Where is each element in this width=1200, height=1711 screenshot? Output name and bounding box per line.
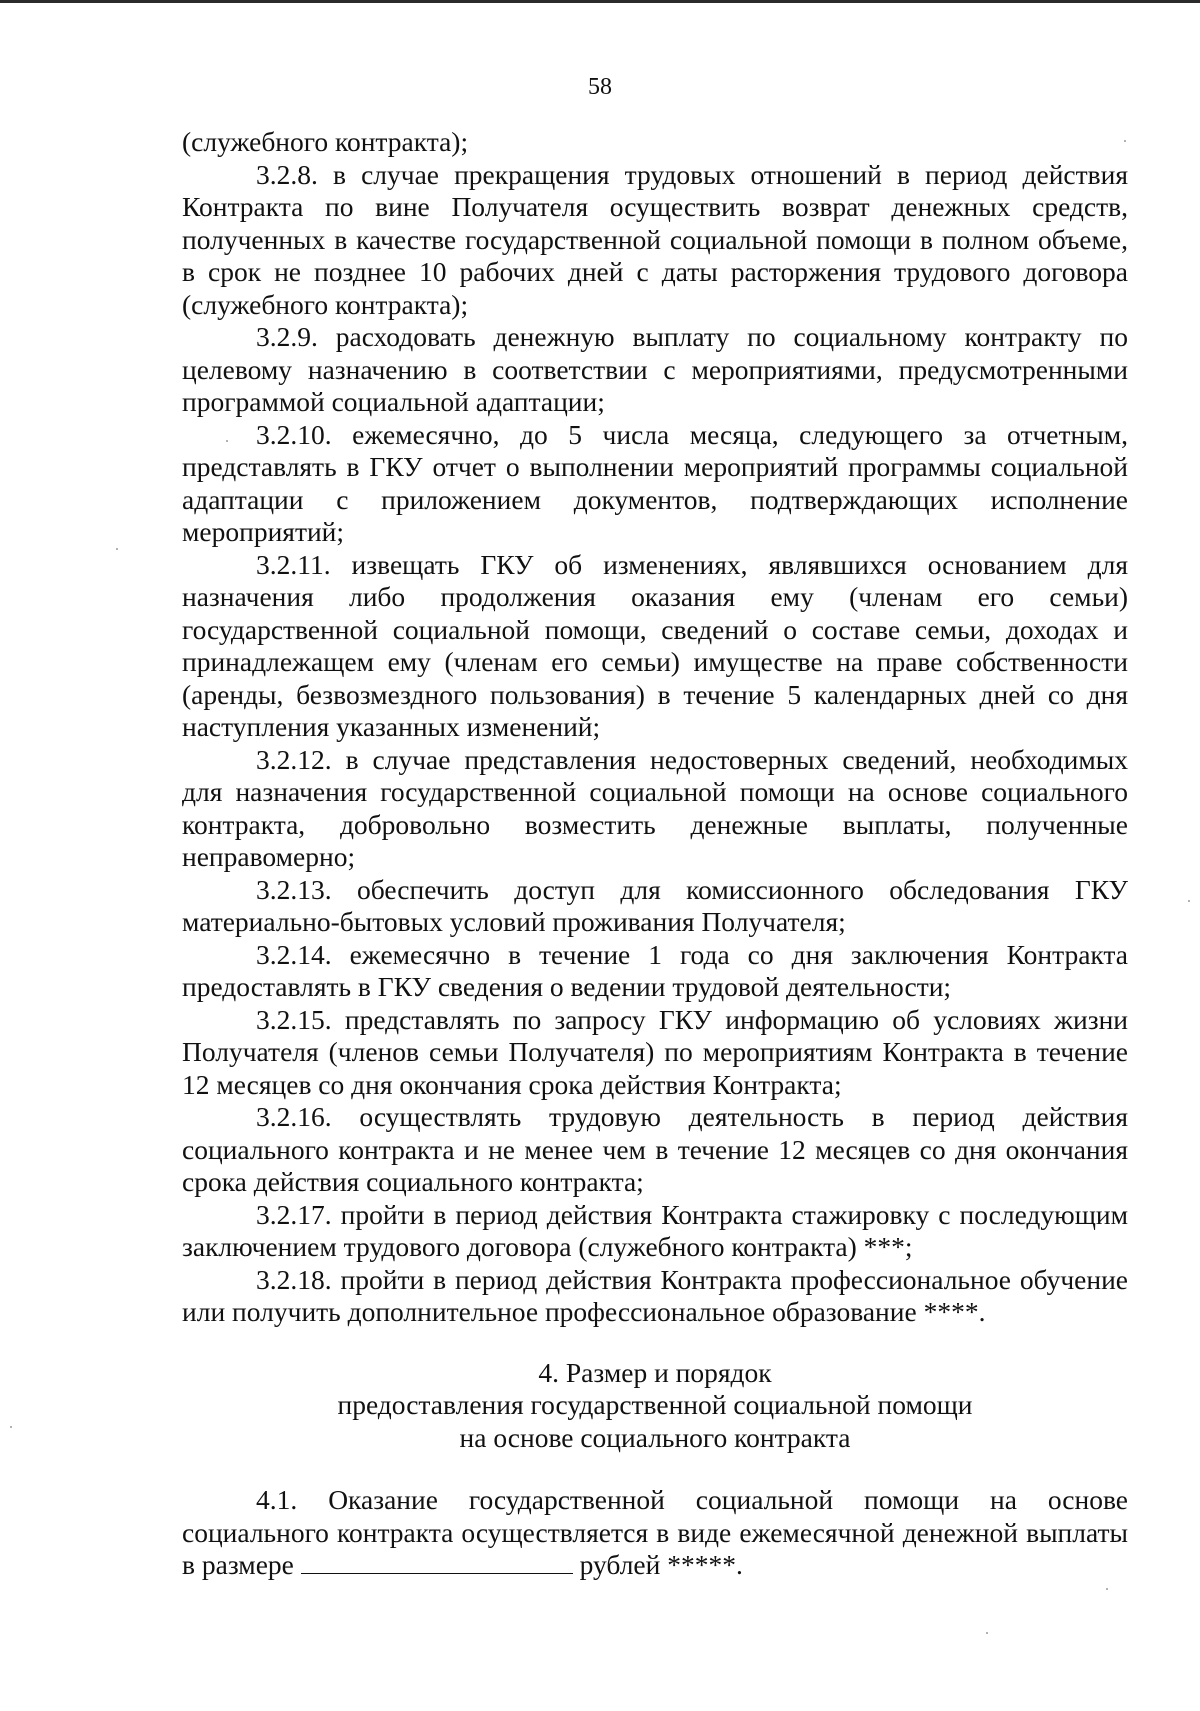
clause-3-2-11: 3.2.11. извещать ГКУ об изменениях, являвшихся основанием для назначения либо продолжения оказания ему (членам его семьи) государственной социальной помощи, сведений о составе семьи, доходах и принадлежащем ему (членам его семьи) имуществе на праве собственности (аренды, безвозмездного пользования) в течение 5 календарных дней со дня наступления указанных изменений; bbox=[182, 548, 1128, 742]
scan-speck bbox=[116, 548, 118, 550]
clause-3-2-10: 3.2.10. ежемесячно, до 5 числа месяца, следующего за отчетным, представлять в ГКУ отчет о выполнении мероприятий программы социальной адаптации с приложением документов, подтверждающих исполнение мероприятий; bbox=[182, 418, 1128, 547]
clause-3-2-18: 3.2.18. пройти в период действия Контракта профессиональное обучение или получить дополнительное профессиональное образование ****. bbox=[182, 1263, 1128, 1327]
scan-speck bbox=[10, 1426, 12, 1428]
clause-3-2-15: 3.2.15. представлять по запросу ГКУ информацию об условиях жизни Получателя (членов семьи Получателя) по мероприятиям Контракта в течение 12 месяцев со дня окончания срока действия Контракта; bbox=[182, 1003, 1128, 1100]
amount-blank-field bbox=[301, 1549, 573, 1574]
section-4-heading-line-2: предоставления государственной социальной помощи bbox=[337, 1389, 973, 1420]
scan-speck bbox=[226, 440, 228, 442]
section-4-heading-line-1: 4. Размер и порядок bbox=[538, 1356, 772, 1388]
clause-3-2-17: 3.2.17. пройти в период действия Контракта стажировку с последующим заключением трудового договора (служебного контракта) ***; bbox=[182, 1198, 1128, 1262]
clause-3-2-9: 3.2.9. расходовать денежную выплату по социальному контракту по целевому назначению в соответствии с мероприятиями, предусмотренными программой социальной адаптации; bbox=[182, 321, 1128, 417]
section-4-heading-line-3: на основе социального контракта bbox=[459, 1421, 851, 1453]
page-top-border bbox=[0, 0, 1200, 3]
paragraph-continuation: (служебного контракта); bbox=[182, 126, 469, 157]
clause-3-2-16: 3.2.16. осуществлять трудовую деятельность в период действия социального контракта и не менее чем в течение 12 месяцев со дня окончания срока действия социального контракта; bbox=[182, 1101, 1128, 1197]
clause-3-2-13: 3.2.13. обеспечить доступ для комиссионного обследования ГКУ материально-бытовых условий проживания Получателя; bbox=[182, 873, 1128, 937]
scan-speck bbox=[986, 1632, 988, 1634]
page-number: 58 bbox=[588, 74, 612, 100]
clause-4-1 bbox=[182, 1484, 1128, 1582]
document-body bbox=[182, 126, 1128, 1582]
scan-speck bbox=[1106, 1588, 1108, 1590]
clause-3-2-8: 3.2.8. в случае прекращения трудовых отношений в период действия Контракта по вине Получателя осуществить возврат денежных средств, полученных в качестве государственной социальной помощи в полном объеме, в срок не позднее 10 рабочих дней с даты расторжения трудового договора (служебного контракта); bbox=[182, 158, 1128, 320]
clause-3-2-12: 3.2.12. в случае представления недостоверных сведений, необходимых для назначения государственной социальной помощи на основе социального контракта, добровольно возместить денежные выплаты, полученные неправомерно; bbox=[182, 743, 1128, 872]
clause-4-1-suffix: рублей *****. bbox=[579, 1549, 743, 1580]
scan-speck bbox=[1188, 900, 1190, 902]
clause-3-2-14: 3.2.14. ежемесячно в течение 1 года со дня заключения Контракта предоставлять в ГКУ сведения о ведении трудовой деятельности; bbox=[182, 938, 1128, 1002]
scan-speck bbox=[1124, 140, 1126, 142]
section-4-heading bbox=[182, 1357, 1128, 1455]
clause-4-1-text: 4.1. Оказание государственной социальной помощи на основе социального контракта осуществляется в виде ежемесячной денежной выплаты в размере bbox=[182, 1484, 1128, 1580]
